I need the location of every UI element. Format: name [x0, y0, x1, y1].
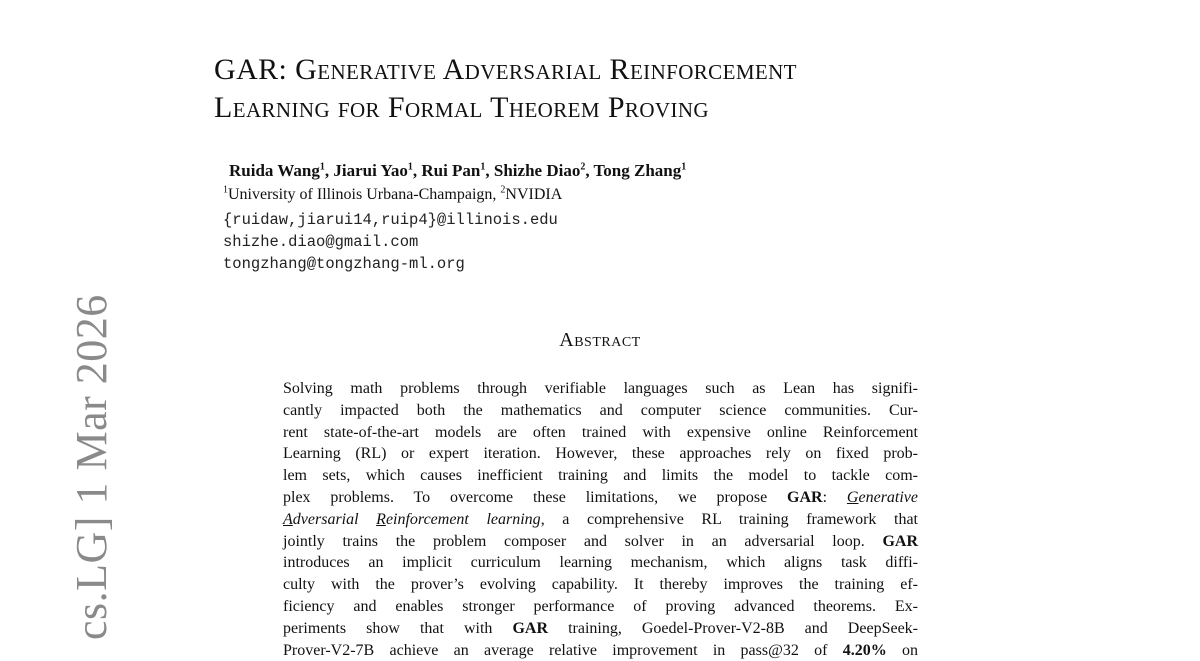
- author: Shizhe Diao$^2$: [493, 161, 586, 180]
- abstract-line: introduces an implicit curriculum learning mechanism, which aligns task diffi-: [283, 554, 918, 572]
- abstract-line: Prover-V2-7B achieve an average relative improvement in pass@32 of 4.20% on: [283, 641, 919, 659]
- abstract-line: culty with the prover’s evolving capability. It thereby improves the training ef-: [283, 576, 918, 594]
- abstract-line: plex problems. To overcome these limitations, we propose GAR: Generative: [283, 488, 919, 506]
- abstract-line: cantly impacted both the mathematics and computer science communities. Cur-: [283, 401, 918, 419]
- abstract-line: rent state-of-the-art models are often trained with expensive online Reinforcement: [283, 423, 918, 441]
- abstract-line: jointly trains the problem composer and solver in an adversarial loop. GAR: [283, 532, 918, 550]
- author: Ruida Wang$^1$: [229, 161, 325, 180]
- email-line: tongzhang@tongzhang-ml.org: [223, 255, 465, 273]
- email-line: {ruidaw,jiarui14,ruip4}@illinois.edu: [223, 211, 558, 229]
- author: Rui Pan$^1$: [421, 161, 486, 180]
- author: Tong Zhang$^1$: [593, 161, 687, 180]
- abstract-line: Learning (RL) or expert iteration. However, these approaches rely on fixed prob-: [283, 445, 918, 463]
- arxiv-identifier-stamp: cs.LG] 1 Mar 2026: [67, 294, 116, 640]
- author-emails: [223, 209, 558, 275]
- abstract-line: Solving math problems through verifiable languages such as Lean has signifi-: [283, 380, 918, 397]
- title-line-2: Learning for Formal Theorem Proving: [214, 91, 709, 124]
- abstract-line: ficiency and enables stronger performance of proving advanced theorems. Ex-: [283, 597, 918, 615]
- paper-title: [214, 51, 797, 127]
- abstract-heading: Abstract: [559, 329, 641, 351]
- title-line-1: GAR: Generative Adversarial Reinforcement: [214, 53, 797, 86]
- abstract-line: periments show that with GAR training, Goedel-Prover-V2-8B and DeepSeek-: [283, 619, 918, 637]
- abstract-line: lem sets, which causes inefficient training and limits the model to tackle com-: [283, 467, 918, 485]
- abstract-line: Adversarial Reinforcement learning, a comprehensive RL training framework that: [283, 510, 918, 528]
- affiliations: $^1$University of Illinois Urbana-Champaign, $^2$NVIDIA: [223, 184, 563, 203]
- email-line: shizhe.diao@gmail.com: [223, 233, 419, 251]
- author: Jiarui Yao$^1$: [333, 161, 413, 180]
- abstract-body: [283, 378, 918, 661]
- author-list: Ruida Wang$^1$, Jiarui Yao$^1$, Rui Pan$^1$, Shizhe Diao$^2$, Tong Zhang$^1$: [229, 161, 687, 180]
